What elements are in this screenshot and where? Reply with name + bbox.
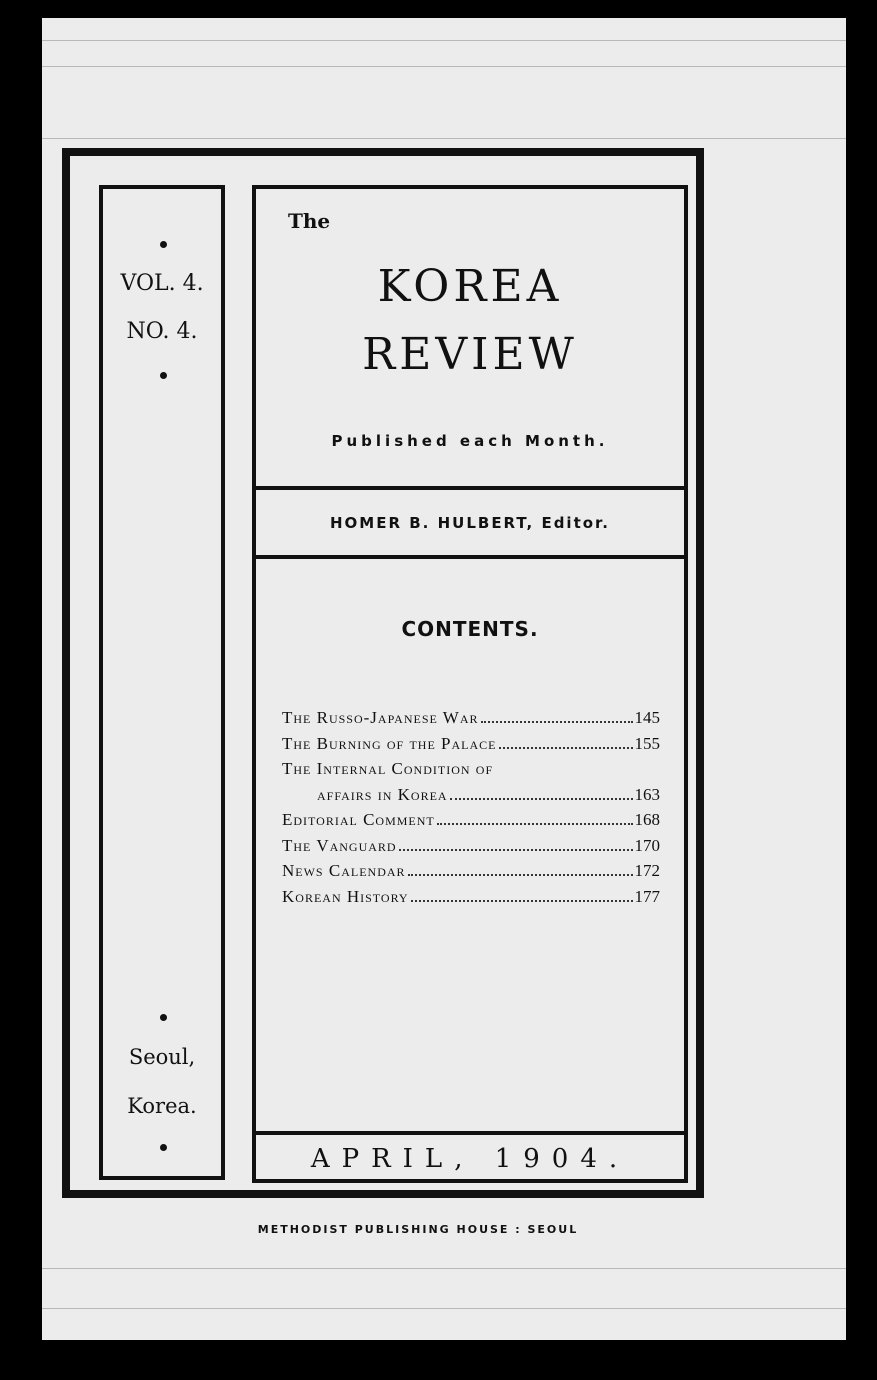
toc-entry-title: Korean History xyxy=(282,886,409,906)
toc-entry-title: Editorial Comment xyxy=(282,810,435,829)
toc-entry-page: 172 xyxy=(634,861,660,880)
issue-number: NO. 4. xyxy=(126,319,198,344)
ornament-dot xyxy=(160,1014,167,1021)
title-article: The xyxy=(288,209,331,233)
editor-credit: HOMER B. HULBERT, Editor. xyxy=(329,514,611,532)
scan-line xyxy=(42,1268,846,1269)
volume-number: VOL. 4. xyxy=(120,271,204,296)
toc-entry xyxy=(282,759,660,785)
toc-entry xyxy=(282,861,660,887)
toc-entry xyxy=(282,785,660,811)
dot-leader xyxy=(437,823,633,825)
magazine-title-line1: KOREA xyxy=(377,261,563,312)
divider-rule xyxy=(256,555,684,559)
toc-entry-page: 168 xyxy=(634,810,660,829)
toc-entry-title: News Calendar xyxy=(282,861,406,880)
city-name: Seoul, xyxy=(128,1045,196,1069)
toc-entry xyxy=(282,734,660,760)
toc-entry-title: The Burning of the Palace xyxy=(282,733,497,753)
toc-entry xyxy=(282,810,660,836)
scan-line xyxy=(42,1308,846,1309)
toc-entry xyxy=(282,708,660,734)
issue-date: APRIL, 1904. xyxy=(310,1144,630,1174)
toc-entry-title: affairs in Korea xyxy=(317,784,448,804)
ornament-dot xyxy=(160,372,167,379)
dot-leader xyxy=(481,721,633,723)
dot-leader xyxy=(408,874,633,876)
dot-leader xyxy=(450,798,633,800)
toc-entry-page: 170 xyxy=(634,835,660,855)
dot-leader xyxy=(411,900,633,902)
publisher-imprint: METHODIST PUBLISHING HOUSE : SEOUL xyxy=(257,1223,579,1236)
cover-page xyxy=(42,18,846,1340)
ornament-dot xyxy=(160,1144,167,1151)
divider-rule xyxy=(256,1131,684,1135)
toc-entry-page: 155 xyxy=(634,733,660,753)
contents-heading: CONTENTS. xyxy=(401,617,539,641)
spine-panel xyxy=(99,185,225,1180)
scan-line xyxy=(42,40,846,41)
toc-entry-title: The Internal Condition of xyxy=(282,759,494,778)
country-name: Korea. xyxy=(127,1094,197,1118)
toc-entry-page: 177 xyxy=(634,886,660,906)
table-of-contents xyxy=(282,708,660,912)
toc-entry xyxy=(282,887,660,913)
ornament-dot xyxy=(160,241,167,248)
scan-line xyxy=(42,138,846,139)
scan-line xyxy=(42,66,846,67)
toc-entry-page: 145 xyxy=(634,708,660,727)
divider-rule xyxy=(256,486,684,490)
toc-entry-page: 163 xyxy=(634,784,660,804)
magazine-title-line2: REVIEW xyxy=(362,329,578,380)
toc-entry xyxy=(282,836,660,862)
dot-leader xyxy=(399,849,633,851)
dot-leader xyxy=(499,747,633,749)
main-panel xyxy=(252,185,688,1183)
publication-frequency: Published each Month. xyxy=(331,432,609,450)
toc-entry-title: The Russo-Japanese War xyxy=(282,708,479,727)
toc-entry-title: The Vanguard xyxy=(282,835,397,855)
